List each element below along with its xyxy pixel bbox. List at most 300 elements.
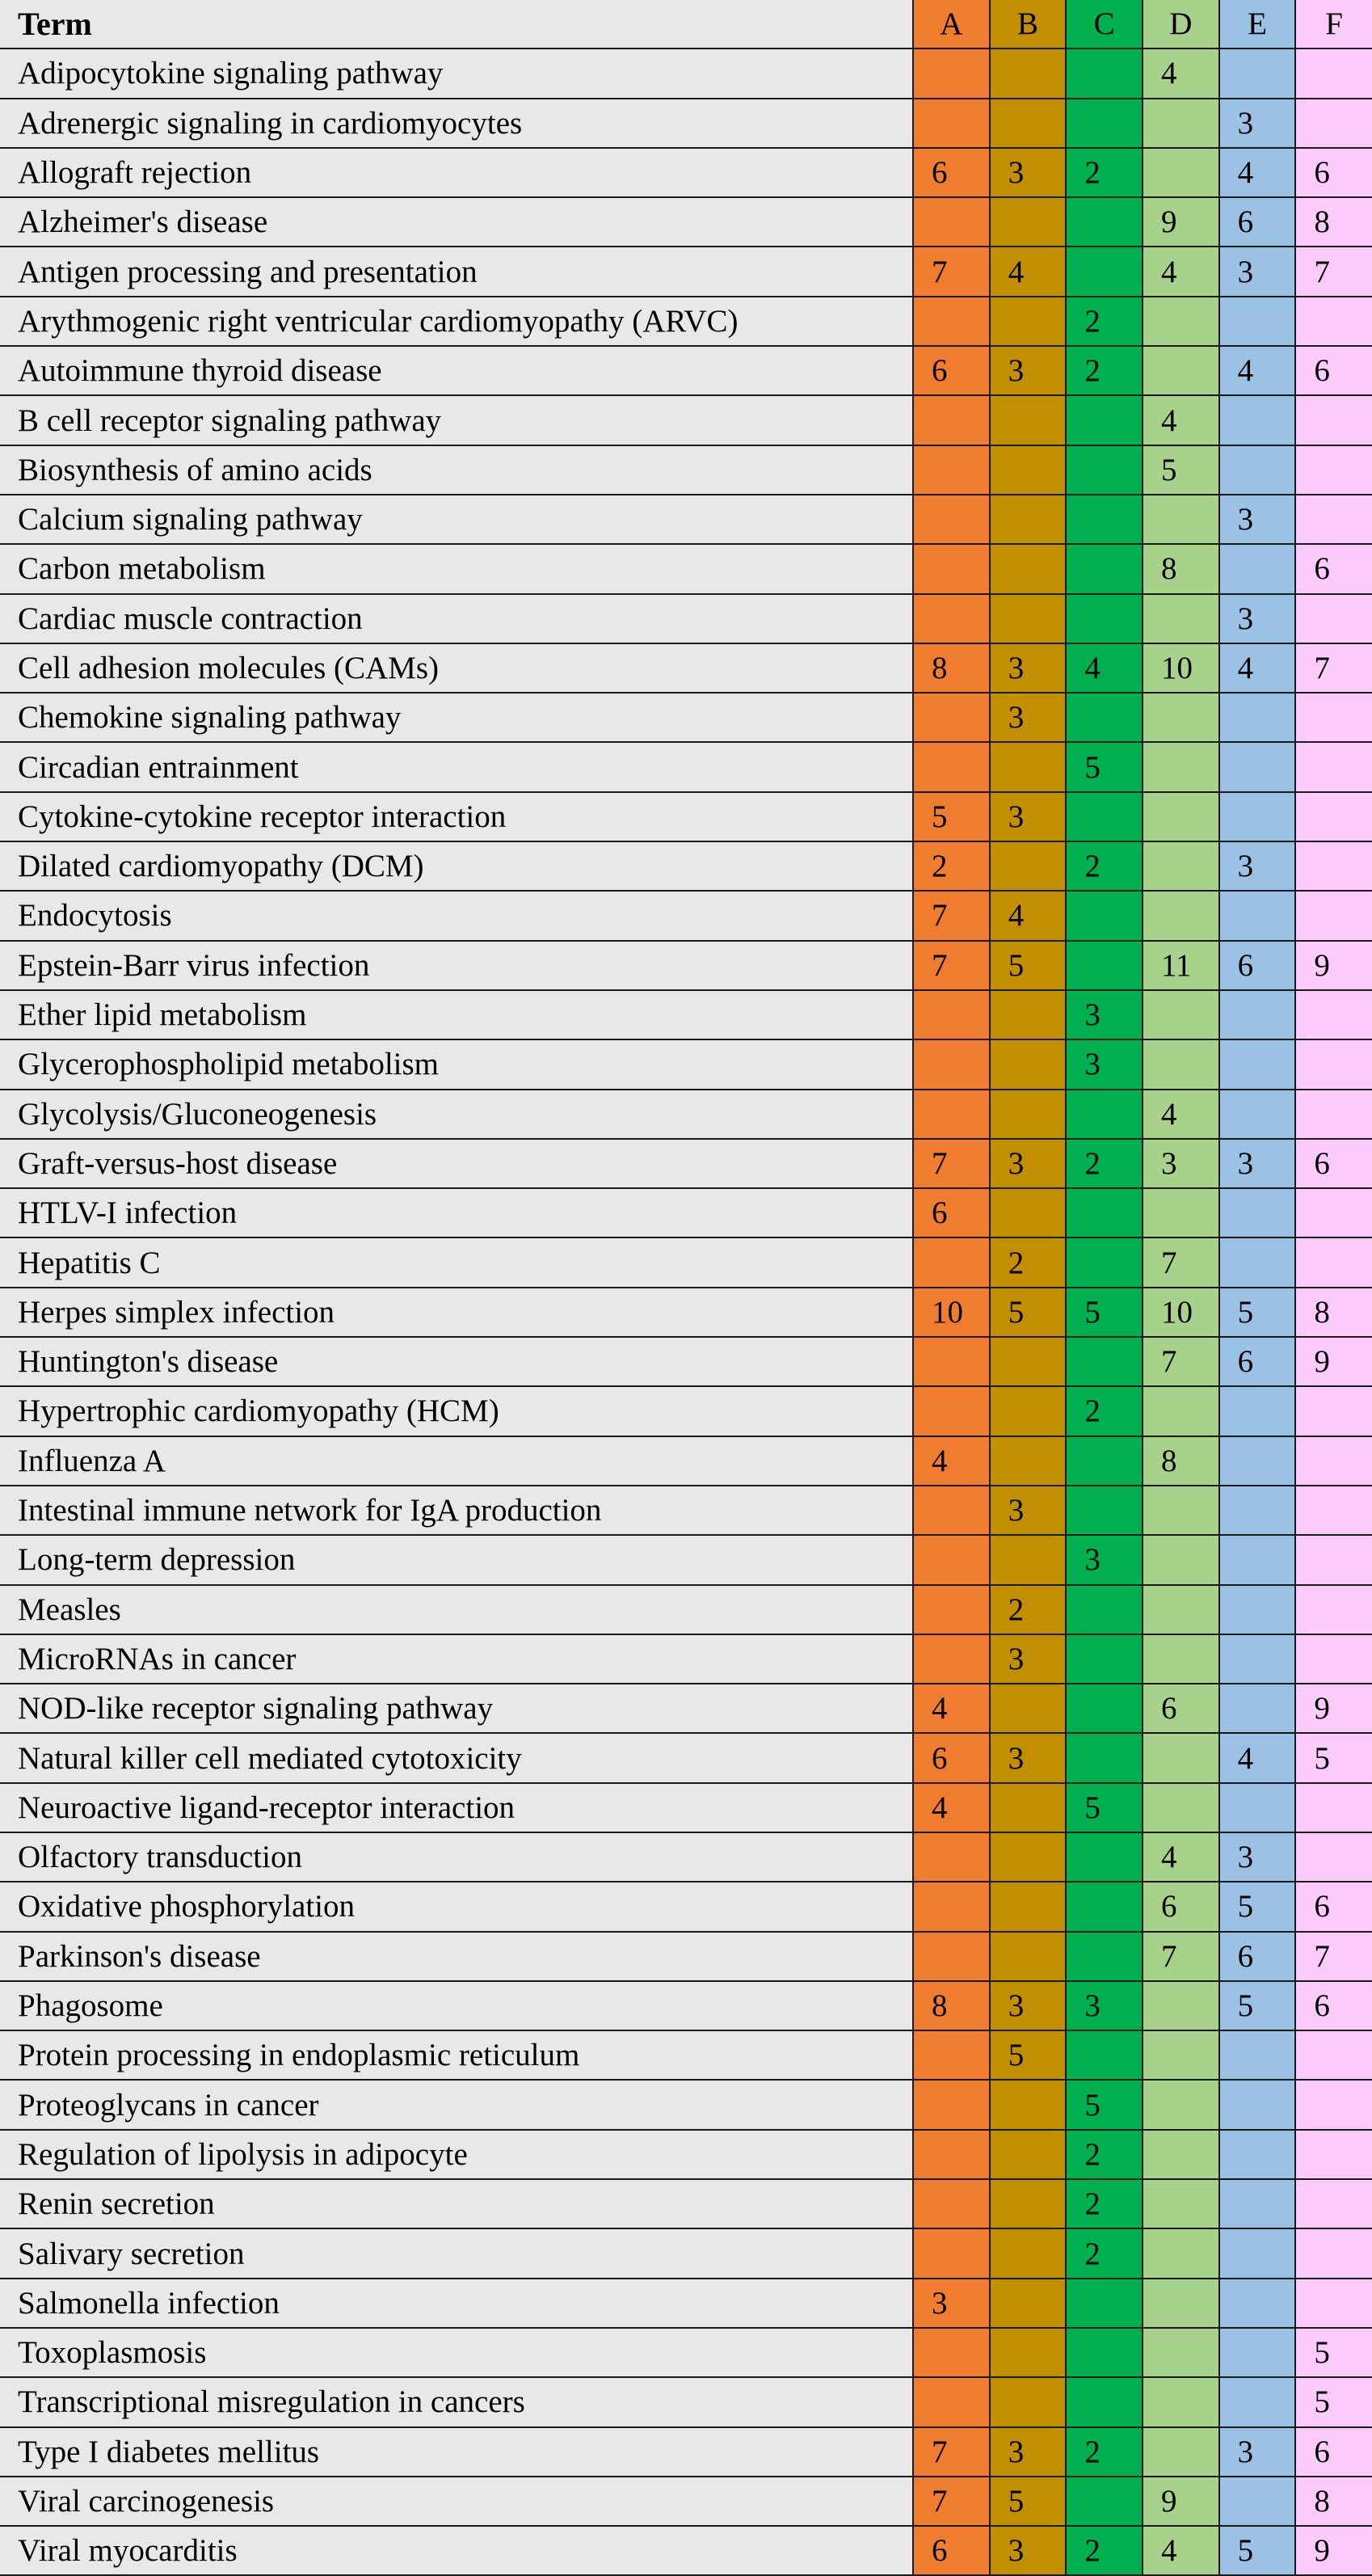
value-cell-e: 5 [1219,1882,1296,1931]
table-row [0,2477,1372,2526]
value-cell-b: 4 [990,247,1067,296]
value-cell-f: 9 [1295,2526,1372,2575]
term-cell: Protein processing in endoplasmic reticulum [0,2030,913,2080]
term-cell: Antigen processing and presentation [0,247,913,296]
column-header-d: D [1143,0,1219,48]
table-row [0,2030,1372,2080]
term-cell: Calcium signaling pathway [0,495,913,544]
table-row [0,148,1372,197]
value-cell-f [1295,1585,1372,1634]
value-cell-e: 6 [1219,1337,1296,1386]
value-cell-b [990,2377,1067,2426]
value-cell-c: 2 [1066,841,1143,891]
value-cell-e [1219,1585,1296,1634]
value-cell-c [1066,594,1143,643]
value-cell-d: 4 [1143,1090,1219,1139]
value-cell-e: 6 [1219,941,1296,990]
value-cell-a [913,1932,990,1981]
value-cell-b: 3 [990,2526,1067,2575]
value-cell-a: 8 [913,1981,990,2030]
table-row [0,2179,1372,2228]
term-cell: Ether lipid metabolism [0,990,913,1039]
value-cell-f [1295,1535,1372,1584]
table-row [0,495,1372,544]
value-cell-b: 5 [990,1288,1067,1337]
value-cell-d: 11 [1143,941,1219,990]
term-cell: Olfactory transduction [0,1832,913,1882]
table-row [0,2080,1372,2129]
value-cell-e [1219,742,1296,791]
column-header-a: A [913,0,990,48]
value-cell-d: 4 [1143,395,1219,445]
value-cell-e: 3 [1219,247,1296,296]
value-cell-e [1219,2279,1296,2328]
term-cell: Phagosome [0,1981,913,2030]
value-cell-c: 5 [1066,1783,1143,1832]
value-cell-e [1219,1386,1296,1436]
value-cell-f [1295,495,1372,544]
value-cell-e: 3 [1219,99,1296,148]
value-cell-e [1219,1039,1296,1089]
value-cell-b [990,1684,1067,1733]
value-cell-c [1066,2477,1143,2526]
term-cell: Autoimmune thyroid disease [0,346,913,395]
value-cell-d [1143,594,1219,643]
term-cell: Neuroactive ligand-receptor interaction [0,1783,913,1832]
value-cell-b: 2 [990,1585,1067,1634]
value-cell-c [1066,1733,1143,1782]
table-row [0,891,1372,940]
value-cell-d [1143,1486,1219,1535]
value-cell-f: 9 [1295,1684,1372,1733]
value-cell-d [1143,1733,1219,1782]
term-cell: Hypertrophic cardiomyopathy (HCM) [0,1386,913,1436]
term-cell: Cardiac muscle contraction [0,594,913,643]
value-cell-e [1219,2080,1296,2129]
value-cell-f: 6 [1295,148,1372,197]
value-cell-b [990,1188,1067,1237]
value-cell-b: 2 [990,1237,1067,1287]
table-row [0,197,1372,247]
value-cell-b [990,1090,1067,1139]
value-cell-c [1066,2279,1143,2328]
value-cell-d: 4 [1143,1832,1219,1882]
value-cell-a [913,297,990,346]
table-row [0,544,1372,593]
term-cell: MicroRNAs in cancer [0,1634,913,1684]
term-cell: Proteoglycans in cancer [0,2080,913,2129]
value-cell-a: 7 [913,1139,990,1188]
term-cell: Hepatitis C [0,1237,913,1287]
value-cell-f [1295,1386,1372,1436]
value-cell-a: 2 [913,841,990,891]
value-cell-c [1066,48,1143,98]
value-cell-e [1219,395,1296,445]
value-cell-e [1219,1436,1296,1486]
value-cell-b: 3 [990,148,1067,197]
term-cell: Huntington's disease [0,1337,913,1386]
value-cell-a [913,1634,990,1684]
value-cell-d [1143,2179,1219,2228]
value-cell-b [990,1882,1067,1931]
term-cell: Epstein-Barr virus infection [0,941,913,990]
value-cell-f [1295,99,1372,148]
value-cell-e: 5 [1219,1288,1296,1337]
value-cell-c: 3 [1066,1039,1143,1089]
value-cell-c: 2 [1066,2130,1143,2179]
value-cell-a [913,1535,990,1584]
table-row [0,1585,1372,1634]
value-cell-f [1295,1832,1372,1882]
value-cell-c [1066,941,1143,990]
term-cell: Oxidative phosphorylation [0,1882,913,1931]
value-cell-f: 6 [1295,346,1372,395]
value-cell-a: 6 [913,346,990,395]
value-cell-b [990,2279,1067,2328]
value-cell-a: 4 [913,1783,990,1832]
value-cell-c [1066,1882,1143,1931]
value-cell-c: 3 [1066,1981,1143,2030]
value-cell-f: 6 [1295,1882,1372,1931]
table-row [0,395,1372,445]
value-cell-d [1143,1039,1219,1089]
term-cell: Long-term depression [0,1535,913,1584]
value-cell-a [913,1337,990,1386]
value-cell-a [913,445,990,495]
value-cell-d [1143,2427,1219,2477]
table-row [0,693,1372,742]
table-row [0,48,1372,98]
value-cell-e: 4 [1219,643,1296,693]
column-header-f: F [1295,0,1372,48]
value-cell-a [913,2179,990,2228]
value-cell-d [1143,891,1219,940]
value-cell-c [1066,2328,1143,2377]
term-cell: Regulation of lipolysis in adipocyte [0,2130,913,2179]
value-cell-c [1066,1832,1143,1882]
value-cell-f [1295,1486,1372,1535]
table-row [0,1188,1372,1237]
term-cell: Carbon metabolism [0,544,913,593]
term-cell: Renin secretion [0,2179,913,2228]
value-cell-d: 3 [1143,1139,1219,1188]
value-cell-a: 7 [913,2477,990,2526]
value-cell-f: 9 [1295,1337,1372,1386]
value-cell-d [1143,2030,1219,2080]
value-cell-a: 7 [913,247,990,296]
value-cell-f [1295,2228,1372,2278]
value-cell-b: 3 [990,1733,1067,1782]
term-cell: Cell adhesion molecules (CAMs) [0,643,913,693]
value-cell-a: 7 [913,2427,990,2477]
value-cell-e [1219,1237,1296,1287]
value-cell-d [1143,1535,1219,1584]
table-row [0,2228,1372,2278]
value-cell-c [1066,891,1143,940]
value-cell-b [990,48,1067,98]
table-row [0,1237,1372,1287]
value-cell-c: 5 [1066,2080,1143,2129]
value-cell-f [1295,841,1372,891]
term-cell: Viral myocarditis [0,2526,913,2575]
value-cell-b [990,544,1067,593]
value-cell-c: 2 [1066,2228,1143,2278]
value-cell-e [1219,1090,1296,1139]
value-cell-a [913,1090,990,1139]
table-row [0,1882,1372,1931]
term-cell: Measles [0,1585,913,1634]
table-row [0,2377,1372,2426]
value-cell-b: 3 [990,1634,1067,1684]
value-cell-e [1219,297,1296,346]
table-row [0,247,1372,296]
value-cell-b [990,297,1067,346]
value-cell-a [913,594,990,643]
value-cell-b [990,1932,1067,1981]
value-cell-f [1295,2279,1372,2328]
value-cell-f [1295,2030,1372,2080]
term-cell: Glycolysis/Gluconeogenesis [0,1090,913,1139]
column-header-c: C [1066,0,1143,48]
table-row [0,1634,1372,1684]
value-cell-b [990,2328,1067,2377]
value-cell-a: 7 [913,891,990,940]
value-cell-c [1066,1684,1143,1733]
column-header-term: Term [0,0,913,48]
value-cell-c: 3 [1066,1535,1143,1584]
term-cell: Transcriptional misregulation in cancers [0,2377,913,2426]
value-cell-d [1143,1386,1219,1436]
table-row [0,1535,1372,1584]
table-row [0,1783,1372,1832]
value-cell-b [990,990,1067,1039]
value-cell-e: 3 [1219,2427,1296,2477]
value-cell-b [990,197,1067,247]
value-cell-d [1143,2328,1219,2377]
value-cell-d [1143,2228,1219,2278]
value-cell-a: 6 [913,1188,990,1237]
value-cell-c: 2 [1066,346,1143,395]
value-cell-a [913,395,990,445]
value-cell-e [1219,2228,1296,2278]
value-cell-a [913,1486,990,1535]
value-cell-b: 4 [990,891,1067,940]
value-cell-a [913,495,990,544]
column-header-b: B [990,0,1067,48]
value-cell-c: 2 [1066,1386,1143,1436]
value-cell-a [913,197,990,247]
value-cell-c: 2 [1066,2427,1143,2477]
term-cell: Endocytosis [0,891,913,940]
table-row [0,445,1372,495]
term-cell: Arythmogenic right ventricular cardiomyopathy (ARVC) [0,297,913,346]
term-cell: Adipocytokine signaling pathway [0,48,913,98]
value-cell-d [1143,1783,1219,1832]
value-cell-b: 3 [990,346,1067,395]
value-cell-a: 4 [913,1684,990,1733]
value-cell-b [990,1783,1067,1832]
value-cell-b: 3 [990,693,1067,742]
value-cell-f [1295,1237,1372,1287]
value-cell-e: 5 [1219,1981,1296,2030]
value-cell-e [1219,48,1296,98]
table-row [0,792,1372,841]
value-cell-f [1295,395,1372,445]
value-cell-a: 6 [913,148,990,197]
value-cell-d [1143,148,1219,197]
value-cell-f: 6 [1295,1981,1372,2030]
value-cell-e: 4 [1219,346,1296,395]
value-cell-d: 8 [1143,544,1219,593]
value-cell-a: 6 [913,1733,990,1782]
value-cell-a: 4 [913,1436,990,1486]
table-row [0,1139,1372,1188]
term-cell: Influenza A [0,1436,913,1486]
value-cell-e [1219,445,1296,495]
value-cell-e [1219,1535,1296,1584]
value-cell-b: 3 [990,2427,1067,2477]
value-cell-c [1066,544,1143,593]
value-cell-b [990,99,1067,148]
table-row [0,990,1372,1039]
value-cell-d: 7 [1143,1932,1219,1981]
value-cell-d: 4 [1143,48,1219,98]
value-cell-a: 6 [913,2526,990,2575]
value-cell-d: 4 [1143,2526,1219,2575]
value-cell-b [990,2228,1067,2278]
value-cell-e [1219,2179,1296,2228]
value-cell-a [913,2377,990,2426]
value-cell-d: 4 [1143,247,1219,296]
value-cell-e [1219,544,1296,593]
value-cell-f [1295,297,1372,346]
value-cell-a [913,1386,990,1436]
term-cell: Toxoplasmosis [0,2328,913,2377]
value-cell-f [1295,48,1372,98]
value-cell-d: 9 [1143,2477,1219,2526]
value-cell-a [913,99,990,148]
value-cell-a [913,693,990,742]
value-cell-f [1295,1039,1372,1089]
term-cell: HTLV-I infection [0,1188,913,1237]
value-cell-c: 2 [1066,2179,1143,2228]
value-cell-e: 3 [1219,841,1296,891]
value-cell-c [1066,1932,1143,1981]
value-cell-f [1295,1783,1372,1832]
value-cell-b [990,395,1067,445]
value-cell-d [1143,1585,1219,1634]
term-cell: Chemokine signaling pathway [0,693,913,742]
term-cell: Salivary secretion [0,2228,913,2278]
value-cell-b [990,594,1067,643]
value-cell-e [1219,990,1296,1039]
value-cell-e: 6 [1219,1932,1296,1981]
value-cell-d: 10 [1143,643,1219,693]
value-cell-d [1143,693,1219,742]
term-cell: Intestinal immune network for IgA production [0,1486,913,1535]
column-header-e: E [1219,0,1296,48]
table-row [0,1039,1372,1089]
value-cell-a [913,1832,990,1882]
value-cell-b [990,445,1067,495]
term-cell: Parkinson's disease [0,1932,913,1981]
value-cell-f: 8 [1295,197,1372,247]
value-cell-c [1066,1436,1143,1486]
value-cell-d [1143,2279,1219,2328]
value-cell-b: 3 [990,1981,1067,2030]
value-cell-c: 5 [1066,1288,1143,1337]
value-cell-a [913,742,990,791]
value-cell-e [1219,693,1296,742]
term-cell: Type I diabetes mellitus [0,2427,913,2477]
table-row [0,1733,1372,1782]
table-row [0,1288,1372,1337]
value-cell-c: 4 [1066,643,1143,693]
value-cell-d [1143,495,1219,544]
table-row [0,1436,1372,1486]
value-cell-e: 4 [1219,148,1296,197]
value-cell-e: 3 [1219,1139,1296,1188]
value-cell-f: 6 [1295,2427,1372,2477]
value-cell-f: 8 [1295,2477,1372,2526]
value-cell-c [1066,693,1143,742]
value-cell-a [913,1585,990,1634]
value-cell-c [1066,1188,1143,1237]
value-cell-f [1295,693,1372,742]
value-cell-a [913,2030,990,2080]
value-cell-b [990,1832,1067,1882]
value-cell-a [913,48,990,98]
value-cell-e [1219,2377,1296,2426]
value-cell-b [990,2130,1067,2179]
value-cell-c [1066,1090,1143,1139]
value-cell-e [1219,891,1296,940]
value-cell-a: 7 [913,941,990,990]
value-cell-c: 2 [1066,297,1143,346]
value-cell-c [1066,2377,1143,2426]
value-cell-e: 3 [1219,594,1296,643]
value-cell-c [1066,2030,1143,2080]
table-row [0,2328,1372,2377]
value-cell-a [913,990,990,1039]
value-cell-c [1066,99,1143,148]
table-row [0,1981,1372,2030]
table-row [0,2130,1372,2179]
value-cell-c [1066,197,1143,247]
value-cell-f: 7 [1295,1932,1372,1981]
value-cell-f [1295,1188,1372,1237]
value-cell-c [1066,1486,1143,1535]
value-cell-f [1295,2130,1372,2179]
value-cell-b [990,841,1067,891]
value-cell-a: 10 [913,1288,990,1337]
value-cell-f [1295,792,1372,841]
value-cell-d [1143,2080,1219,2129]
value-cell-f: 5 [1295,2328,1372,2377]
value-cell-e: 5 [1219,2526,1296,2575]
term-cell: Dilated cardiomyopathy (DCM) [0,841,913,891]
value-cell-b: 3 [990,1139,1067,1188]
value-cell-f [1295,2080,1372,2129]
value-cell-d [1143,1981,1219,2030]
term-cell: B cell receptor signaling pathway [0,395,913,445]
term-cell: Alzheimer's disease [0,197,913,247]
value-cell-b: 3 [990,643,1067,693]
value-cell-b [990,1337,1067,1386]
value-cell-e [1219,2328,1296,2377]
value-cell-d [1143,742,1219,791]
value-cell-b [990,495,1067,544]
